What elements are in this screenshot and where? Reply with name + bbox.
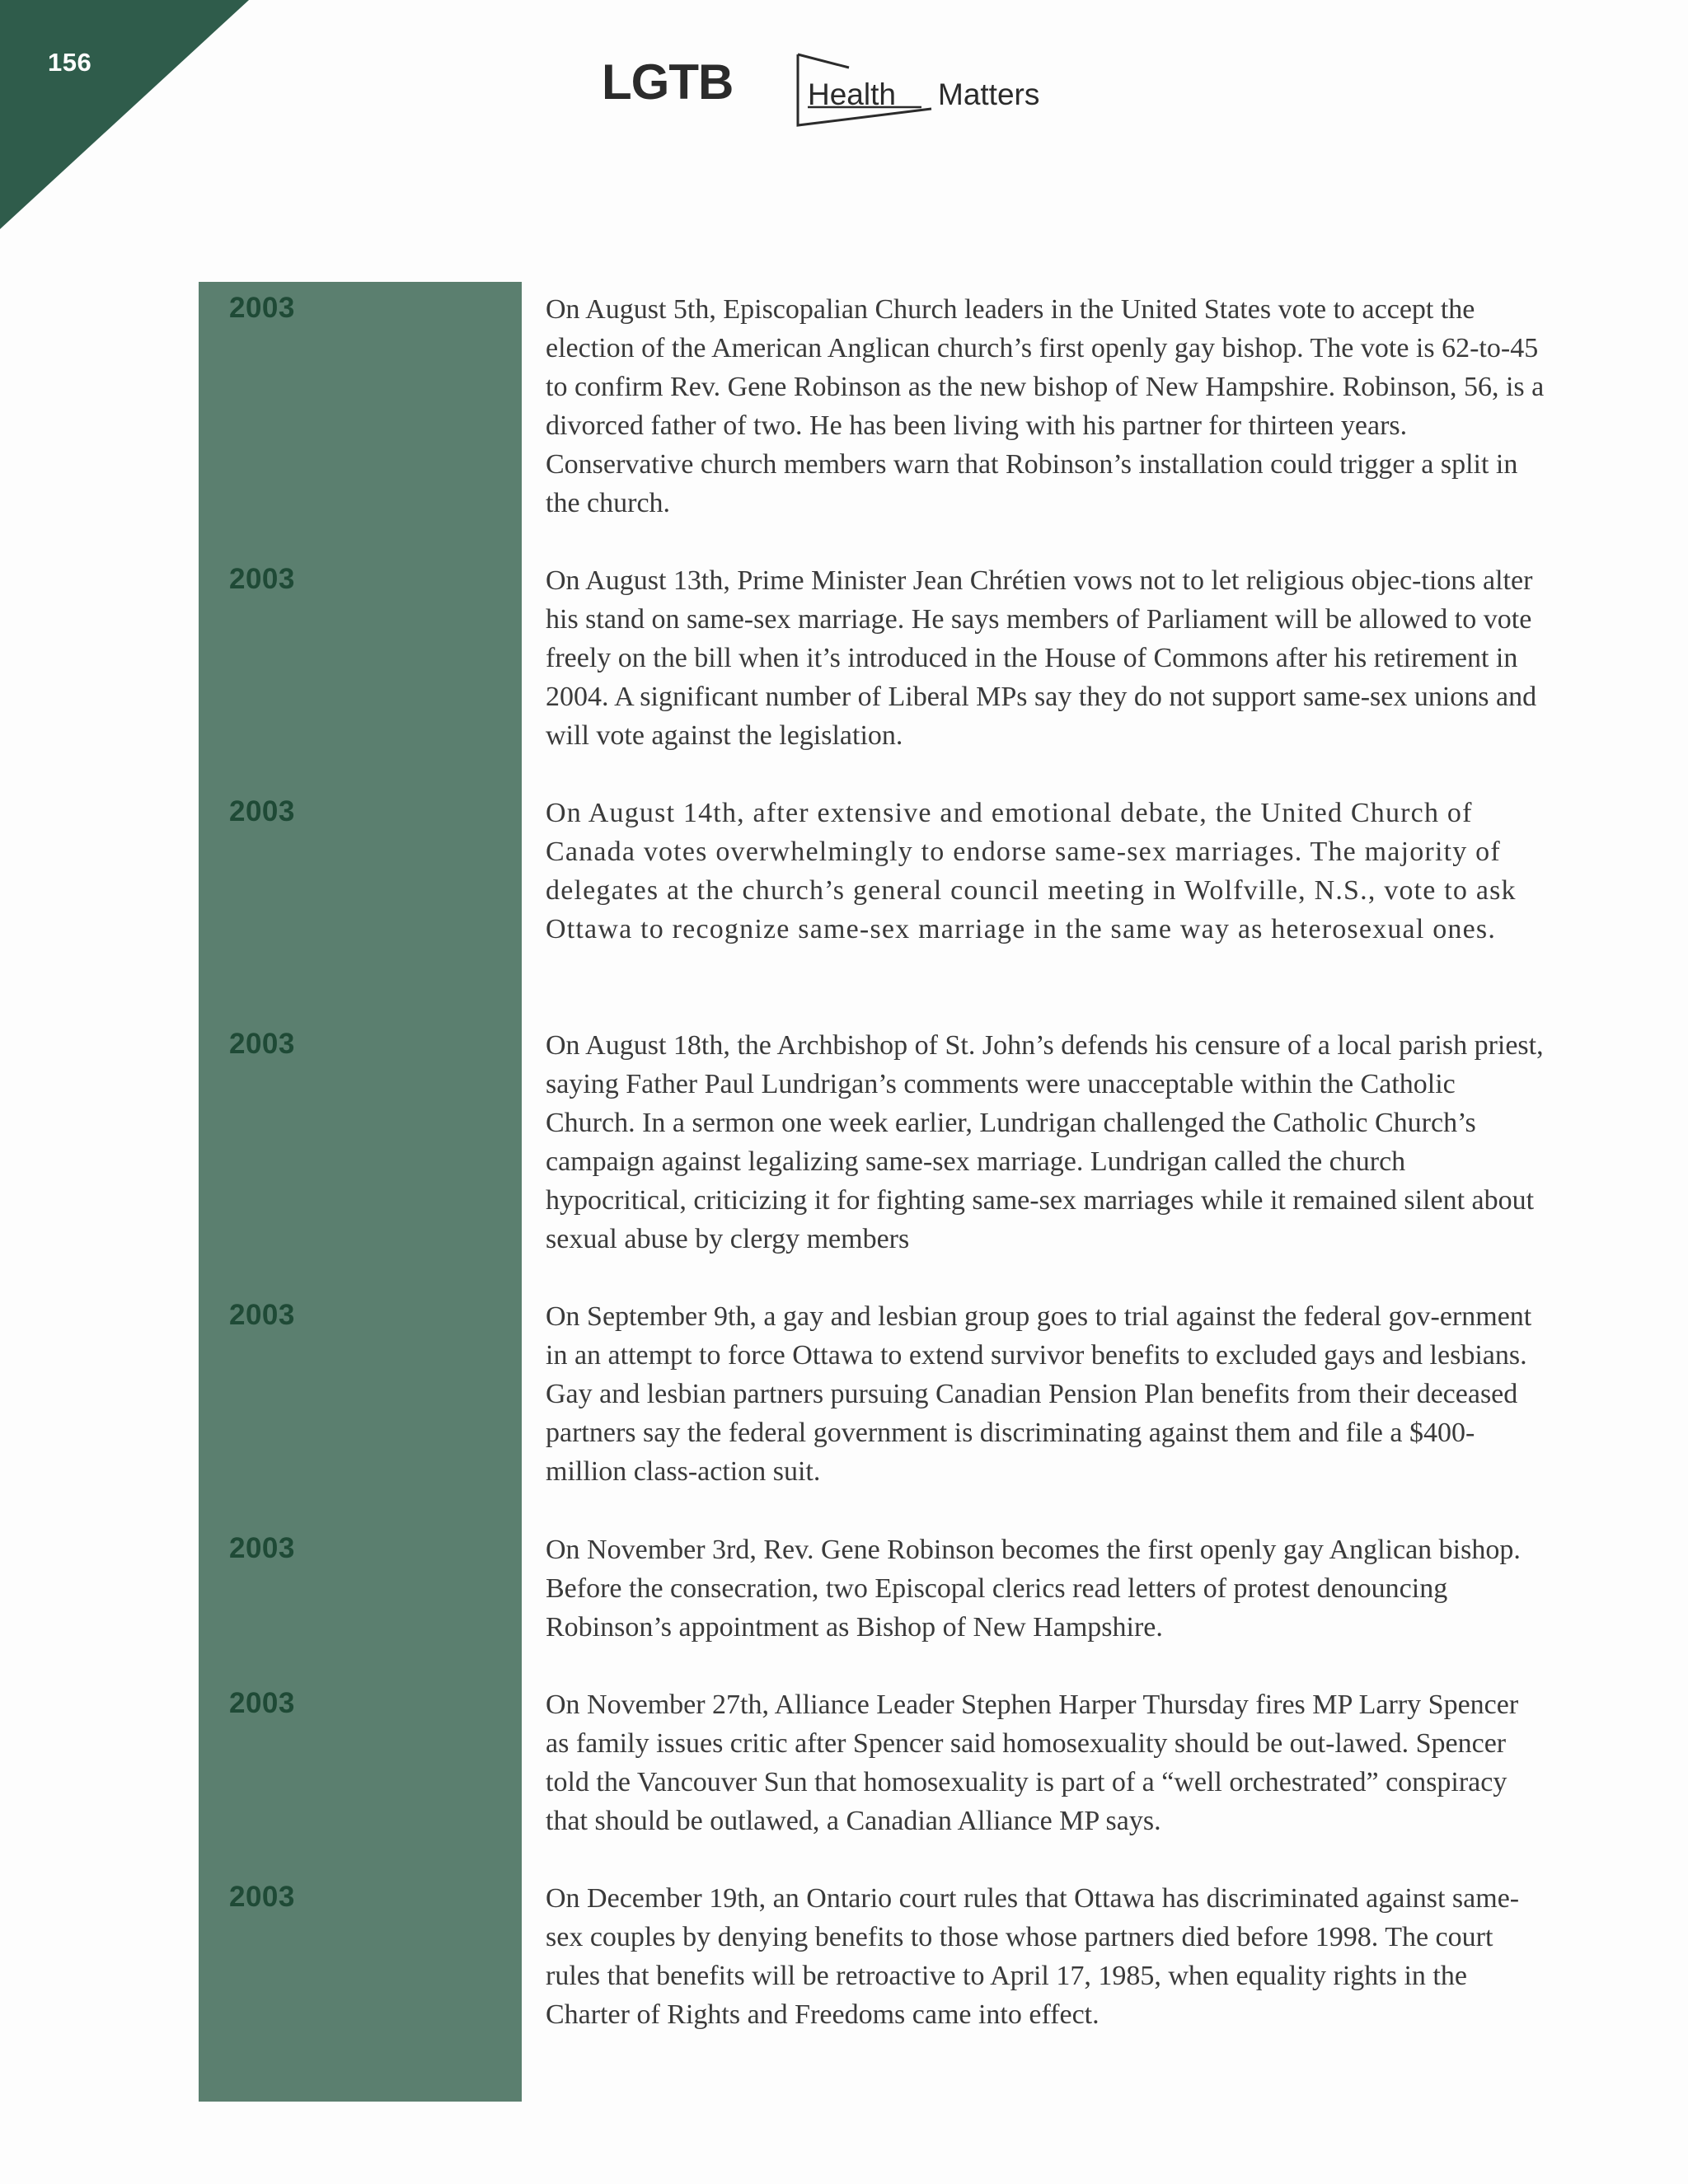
entry-year: 2003 xyxy=(229,1028,295,1060)
entry-text: On August 18th, the Archbishop of St. John’s defends his censure of a local parish priest, saying Father Paul Lundrigan’s comments were unacceptable within the Catholic Church. In a sermon one week earlier, Lundrigan challenged the Catholic Church’s campaign against legalizing same-sex marriage. Lundrigan called the church hypocritical, criticizing it for fighting same-sex marriages while it remained silent about sexual abuse by clergy members xyxy=(546,1030,1544,1254)
entry-year: 2003 xyxy=(229,1532,295,1564)
entry-year: 2003 xyxy=(229,292,295,324)
entry-text: On August 14th, after extensive and emotional debate, the United Church of Canada votes overwhelmingly to endorse same-sex marriages. The majority of delegates at the church’s general council meeting in Wolfville, N.S., vote to ask Ottawa to recognize same-sex marriage in the same way as heterosexual ones. xyxy=(546,798,1517,944)
entry-year: 2003 xyxy=(229,1687,295,1719)
entry-year: 2003 xyxy=(229,795,295,827)
entry-text: On December 19th, an Ontario court rules that Ottawa has discriminated against same-sex couples by denying benefits to those whose partners died before 1998. The court rules that benefits will be retroactive to April 17, 1985, when equality rights in the Charter of Rights and Freedoms came into effect. xyxy=(546,1883,1520,2030)
entry-text: On November 27th, Alliance Leader Stephen Harper Thursday fires MP Larry Spencer as family issues critic after Spencer said homosexuality should be out-lawed. Spencer told the Vancouver Sun that homosexuality is part of a “well orchestrated” conspiracy that should be outlawed, a Canadian Alliance MP says. xyxy=(546,1690,1519,1836)
logo-health-text: Health xyxy=(808,77,896,111)
entry-year: 2003 xyxy=(229,1881,295,1913)
corner-tab xyxy=(0,0,249,229)
entry-year: 2003 xyxy=(229,563,295,595)
logo-matters-text: Matters xyxy=(938,77,1040,111)
entry-text: On August 13th, Prime Minister Jean Chrétien vows not to let religious objec-tions alter his stand on same-sex marriage. He says members of Parliament will be allowed to vote freely on the bill when it’s introduced in the House of Commons after his retirement in 2004. A significant number of Liberal MPs say they do not support same-sex unions and will vote against the legislation. xyxy=(546,565,1537,751)
publication-logo xyxy=(602,51,1096,134)
page-number: 156 xyxy=(48,48,92,77)
entry-text: On August 5th, Episcopalian Church leaders in the United States vote to accept the election of the American Anglican church’s first openly gay bishop. The vote is 62-to-45 to confirm Rev. Gene Robinson as the new bishop of New Hampshire. Robinson, 56, is a divorced father of two. He has been living with his partner for thirteen years. Conservative church members warn that Robinson’s installation could trigger a split in the church. xyxy=(546,294,1545,518)
logo-lgtb-text: LGTB xyxy=(602,54,734,110)
entry-year: 2003 xyxy=(229,1299,295,1331)
timeline-sidebar xyxy=(199,282,522,2102)
entry-text: On November 3rd, Rev. Gene Robinson becomes the first openly gay Anglican bishop. Before the consecration, two Episcopal clerics read letters of protest denouncing Robinson’s appointment as Bishop of New Hampshire. xyxy=(546,1535,1521,1643)
entry-text: On September 9th, a gay and lesbian group goes to trial against the federal gov-ernment in an attempt to force Ottawa to extend survivor benefits to excluded gays and lesbians. Gay and lesbian partners pursuing Canadian Pension Plan benefits from their deceased partners say the federal government is discriminating against them and file a $400-million class-action suit. xyxy=(546,1301,1532,1487)
